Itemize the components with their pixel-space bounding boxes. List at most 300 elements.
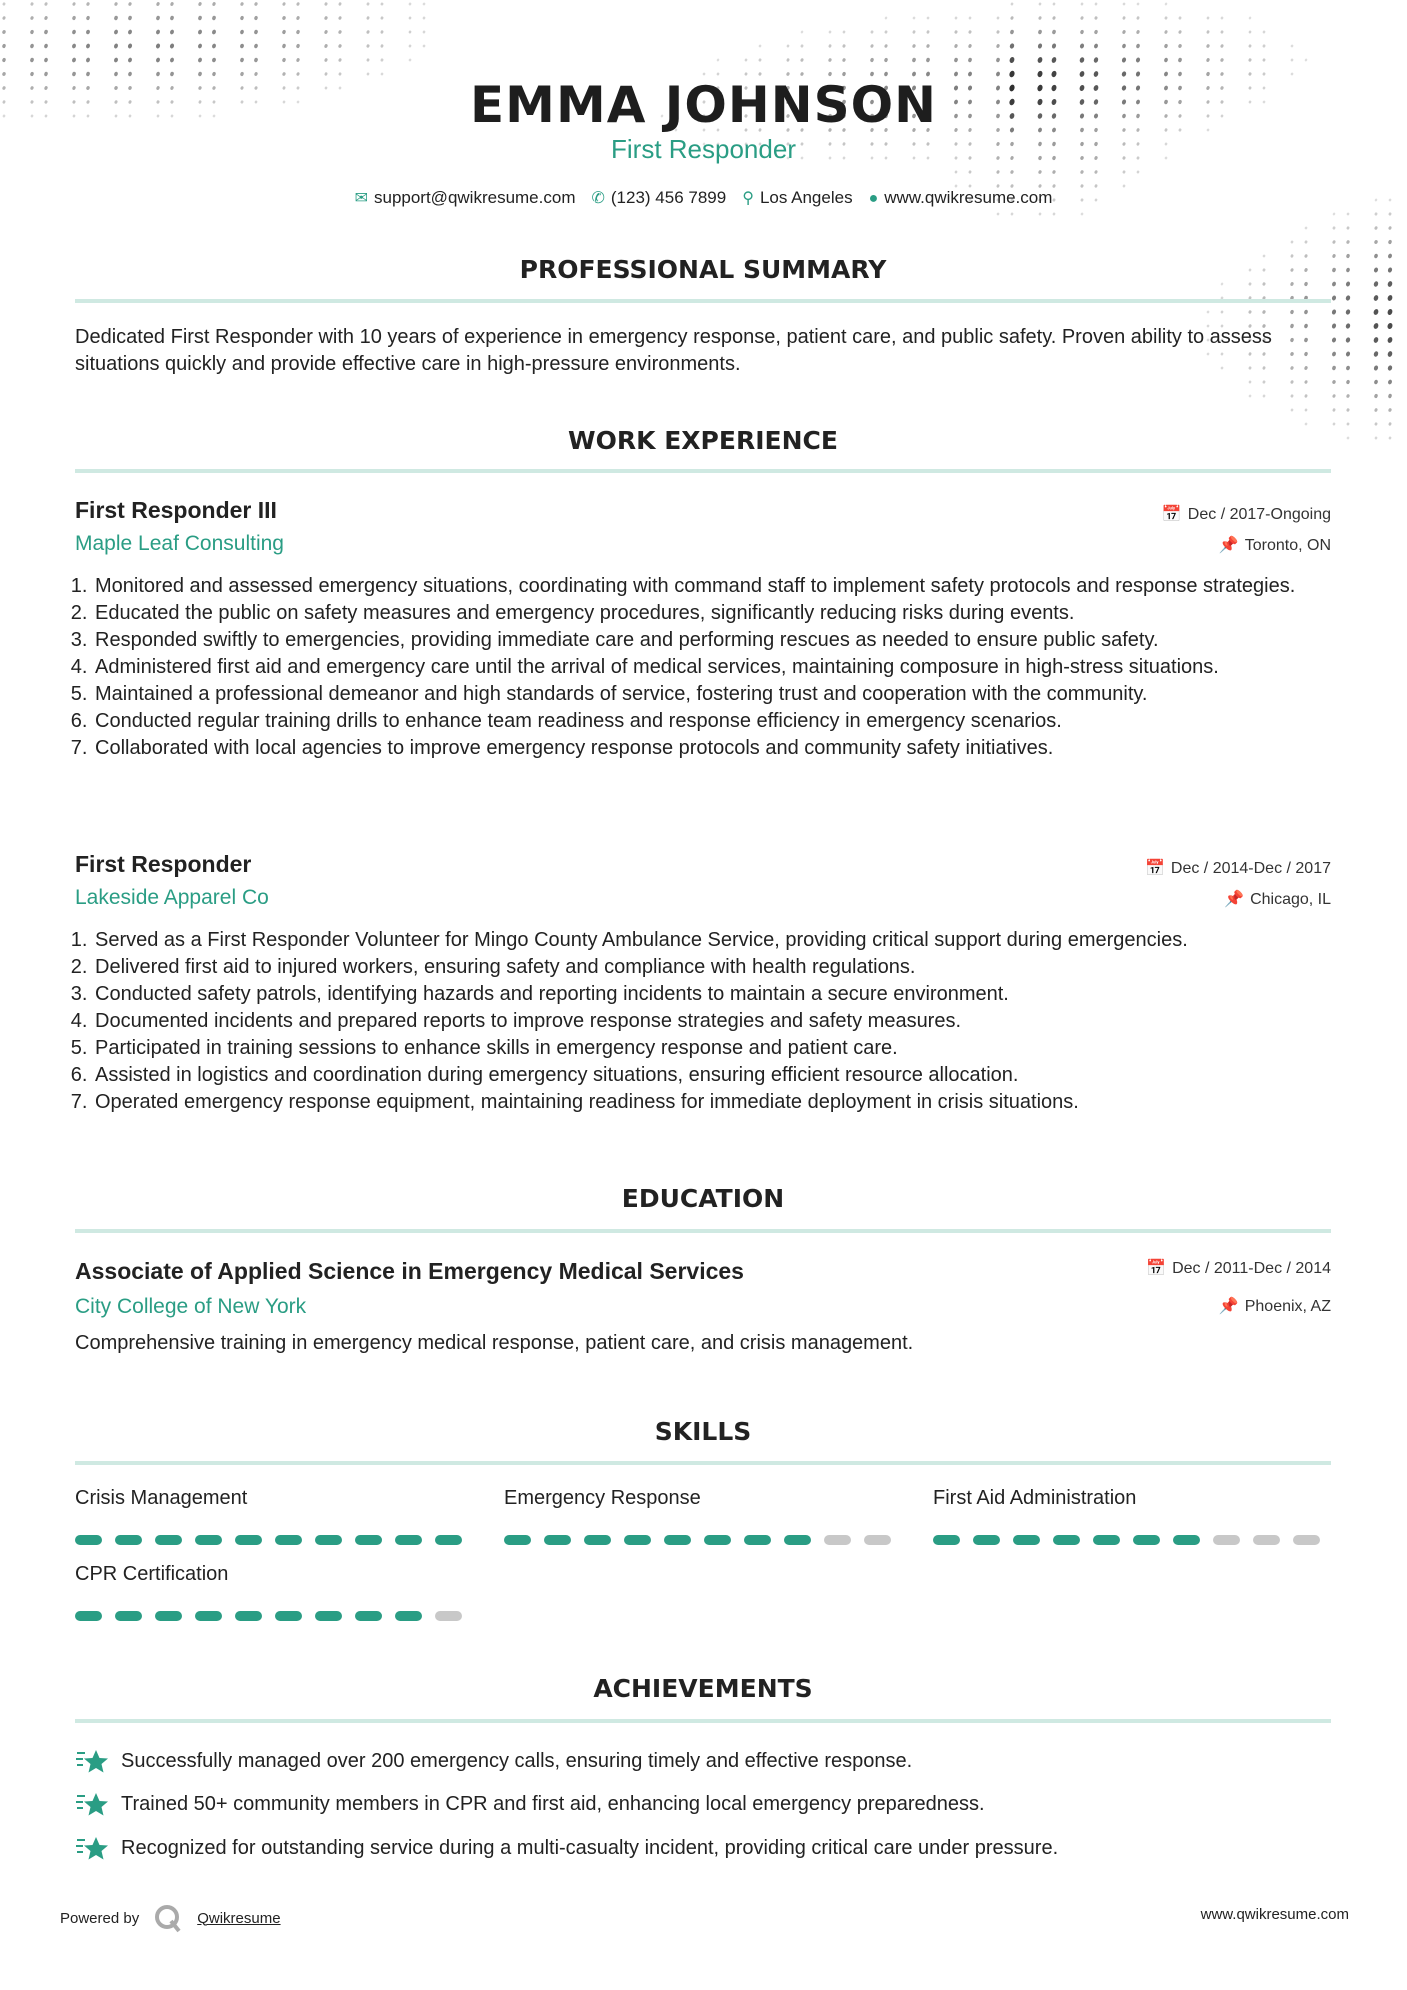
dot bbox=[1122, 43, 1127, 49]
dot bbox=[296, 2, 300, 6]
skill-level-segment bbox=[504, 1535, 531, 1545]
skill-level-bar bbox=[933, 1535, 1320, 1545]
dot bbox=[127, 57, 132, 63]
dot bbox=[996, 212, 999, 216]
dot bbox=[1178, 16, 1182, 20]
dot bbox=[1373, 337, 1379, 344]
dot bbox=[870, 57, 875, 62]
dot bbox=[1010, 170, 1014, 175]
skill-level-segment bbox=[864, 1535, 891, 1545]
dot bbox=[380, 30, 384, 34]
dot bbox=[1010, 16, 1014, 20]
dot bbox=[2, 2, 6, 6]
dot bbox=[1374, 393, 1379, 398]
dot bbox=[1206, 44, 1210, 49]
dot bbox=[1122, 2, 1125, 6]
dot bbox=[1290, 44, 1293, 48]
dot bbox=[72, 29, 77, 35]
dot bbox=[912, 16, 915, 20]
skill-level-segment bbox=[115, 1535, 142, 1545]
dot bbox=[1332, 254, 1336, 259]
dot bbox=[912, 44, 916, 49]
dot bbox=[1373, 308, 1379, 315]
dot bbox=[211, 43, 216, 49]
section-heading-achievements: ACHIEVEMENTS bbox=[593, 1674, 813, 1703]
dot bbox=[716, 58, 719, 61]
dot bbox=[1387, 267, 1393, 273]
skill-name: CPR Certification bbox=[75, 1563, 229, 1585]
skill-level-segment bbox=[235, 1611, 262, 1621]
dot bbox=[926, 57, 931, 62]
degree-title: Associate of Applied Science in Emergency Medical Services bbox=[75, 1258, 744, 1284]
dot bbox=[842, 44, 846, 48]
contact-email[interactable]: ✉ support@qwikresume.com bbox=[354, 188, 576, 207]
skill-name: Emergency Response bbox=[504, 1487, 701, 1509]
dot bbox=[422, 30, 425, 34]
dot bbox=[254, 15, 259, 20]
dot bbox=[1373, 281, 1379, 288]
dot bbox=[1164, 57, 1169, 63]
skill-level-segment bbox=[584, 1535, 611, 1545]
dot bbox=[1220, 30, 1224, 34]
dot bbox=[170, 2, 174, 7]
skill-level-segment bbox=[1213, 1535, 1240, 1545]
dot bbox=[800, 58, 804, 62]
dot bbox=[996, 16, 999, 20]
dot bbox=[113, 43, 118, 49]
map-pin-icon: ⚲ bbox=[742, 190, 754, 207]
contact-location: ⚲ Los Angeles bbox=[742, 188, 853, 207]
achievement-item: Trained 50+ community members in CPR and first aid, enhancing local emergency preparedness. bbox=[75, 1790, 985, 1818]
dot bbox=[1248, 58, 1252, 62]
dot bbox=[1248, 380, 1251, 384]
dot bbox=[1346, 226, 1350, 230]
divider bbox=[75, 1719, 1331, 1723]
star-icon bbox=[75, 1834, 109, 1862]
divider bbox=[75, 299, 1331, 303]
dot bbox=[1345, 309, 1351, 316]
dot bbox=[968, 170, 972, 174]
dot bbox=[1290, 240, 1293, 244]
pushpin-icon: 📌 bbox=[1224, 891, 1245, 908]
dot bbox=[1248, 16, 1251, 19]
calendar-icon: 📅 bbox=[1146, 1260, 1167, 1277]
dot bbox=[296, 29, 301, 34]
dot bbox=[1387, 281, 1393, 288]
dot bbox=[113, 57, 118, 63]
skill-level-segment bbox=[1173, 1535, 1200, 1545]
dot bbox=[1387, 294, 1393, 301]
dot bbox=[1373, 351, 1379, 358]
dot bbox=[1374, 379, 1379, 385]
dot bbox=[324, 16, 328, 21]
dot bbox=[1374, 422, 1378, 426]
dot bbox=[44, 16, 48, 21]
dot bbox=[30, 43, 35, 49]
dot bbox=[30, 2, 34, 6]
bullet-item: 3. Responded swiftly to emergencies, providing immediate care and performing rescues as needed to ensure public safety. bbox=[93, 627, 1335, 654]
skill-level-segment bbox=[355, 1611, 382, 1621]
dot bbox=[1345, 351, 1350, 357]
company-name: Lakeside Apparel Co bbox=[75, 886, 269, 909]
dot bbox=[1080, 29, 1085, 34]
dot bbox=[239, 43, 244, 49]
dot bbox=[128, 15, 133, 20]
dot bbox=[72, 15, 77, 20]
dot bbox=[2, 57, 7, 62]
dot bbox=[1052, 2, 1055, 6]
dot bbox=[954, 170, 957, 174]
bullet-item: 1. Monitored and assessed emergency situations, coordinating with command staff to implement safety protocols and response strategies. bbox=[93, 573, 1335, 600]
dot bbox=[1373, 267, 1378, 273]
dot bbox=[1346, 379, 1351, 384]
dot bbox=[296, 58, 300, 63]
dot bbox=[85, 29, 90, 35]
skill-level-segment bbox=[1093, 1535, 1120, 1545]
education-description: Comprehensive training in emergency medical response, patient care, and crisis management. bbox=[75, 1332, 914, 1354]
phone-icon: ✆ bbox=[591, 190, 605, 207]
skill-level-segment bbox=[315, 1535, 342, 1545]
skill-level-segment bbox=[115, 1611, 142, 1621]
dot bbox=[1136, 170, 1139, 174]
dot bbox=[1052, 16, 1056, 20]
skill-level-segment bbox=[155, 1535, 182, 1545]
dot bbox=[1136, 2, 1139, 6]
dot bbox=[408, 16, 411, 20]
dot bbox=[1248, 30, 1251, 34]
dot bbox=[1080, 170, 1084, 175]
dot bbox=[1136, 30, 1140, 35]
dot bbox=[240, 15, 245, 20]
dot bbox=[1290, 394, 1294, 398]
dot bbox=[1178, 57, 1183, 62]
dot bbox=[1262, 44, 1266, 48]
dot bbox=[128, 2, 132, 7]
dot bbox=[380, 44, 384, 48]
dot bbox=[1304, 394, 1308, 398]
education-dates: 📅 Dec / 2011-Dec / 2014 bbox=[1146, 1260, 1331, 1277]
skill-level-segment bbox=[235, 1535, 262, 1545]
candidate-role: First Responder bbox=[611, 134, 796, 164]
dot bbox=[1178, 30, 1182, 34]
achievement-item: Recognized for outstanding service during a multi-casualty incident, providing critical care under pressure. bbox=[75, 1834, 1058, 1862]
dot bbox=[1373, 365, 1379, 371]
dot bbox=[1052, 29, 1057, 34]
dot bbox=[1304, 309, 1309, 315]
dot bbox=[422, 16, 425, 20]
dot bbox=[2, 16, 6, 20]
dot bbox=[44, 43, 49, 49]
dot bbox=[954, 57, 959, 62]
section-heading-summary: PROFESSIONAL SUMMARY bbox=[519, 255, 887, 284]
dot bbox=[1331, 351, 1336, 357]
dot bbox=[1290, 309, 1295, 314]
dot bbox=[240, 57, 245, 62]
dot bbox=[1332, 365, 1337, 370]
dot bbox=[954, 30, 958, 34]
bullet-item: 7. Operated emergency response equipment, maintaining readiness for immediate deployment in crisis situations. bbox=[93, 1089, 1335, 1116]
dot bbox=[338, 58, 342, 62]
skill-level-segment bbox=[195, 1535, 222, 1545]
dot bbox=[1262, 58, 1266, 62]
dot bbox=[884, 16, 887, 19]
dot bbox=[968, 16, 971, 20]
dot bbox=[1093, 43, 1098, 49]
dot bbox=[1332, 267, 1337, 272]
dot bbox=[1373, 295, 1379, 302]
skill-level-segment bbox=[435, 1535, 462, 1545]
dot bbox=[127, 29, 132, 35]
dot bbox=[240, 2, 244, 7]
dot bbox=[1331, 281, 1336, 287]
dot bbox=[366, 30, 370, 34]
bullet-item: 1. Served as a First Responder Volunteer for Mingo County Ambulance Service, providing critical support during emergencies. bbox=[93, 927, 1335, 954]
bullet-item: 5. Maintained a professional demeanor and high standards of service, fostering trust and cooperation with the community. bbox=[93, 681, 1335, 708]
dot bbox=[1345, 295, 1351, 302]
dot bbox=[1135, 57, 1140, 63]
skill-level-segment bbox=[75, 1611, 102, 1621]
dot bbox=[1346, 212, 1349, 216]
skill-level-segment bbox=[664, 1535, 691, 1545]
star-icon bbox=[75, 1790, 109, 1818]
dot bbox=[30, 29, 35, 34]
dot bbox=[1346, 240, 1350, 245]
dot bbox=[1164, 2, 1167, 5]
dot bbox=[197, 57, 202, 63]
achievement-item: Successfully managed over 200 emergency calls, ensuring timely and effective response. bbox=[75, 1747, 912, 1775]
qwikresume-logo-icon bbox=[153, 1903, 183, 1933]
dot bbox=[1038, 2, 1041, 6]
dot bbox=[212, 15, 217, 20]
dot bbox=[1374, 253, 1379, 259]
dot bbox=[169, 43, 174, 49]
section-heading-education: EDUCATION bbox=[621, 1184, 785, 1213]
dot bbox=[1080, 16, 1084, 20]
dot bbox=[366, 58, 370, 62]
dot bbox=[1079, 43, 1084, 49]
dot bbox=[1009, 43, 1015, 50]
dot bbox=[1094, 170, 1098, 174]
dot bbox=[296, 43, 301, 48]
skill-name: Crisis Management bbox=[75, 1487, 248, 1509]
dot bbox=[197, 29, 202, 35]
dot bbox=[408, 30, 411, 34]
dot bbox=[408, 58, 411, 62]
dot bbox=[1331, 323, 1337, 329]
dot bbox=[1052, 212, 1055, 216]
dot bbox=[1332, 408, 1336, 412]
dot bbox=[1122, 30, 1126, 35]
dot bbox=[1387, 253, 1392, 259]
job-location: 📌 Chicago, IL bbox=[1224, 891, 1331, 908]
dot bbox=[1332, 226, 1336, 230]
dot bbox=[1387, 308, 1393, 315]
dot bbox=[197, 43, 202, 49]
dot bbox=[114, 15, 119, 20]
dot bbox=[1262, 380, 1266, 384]
dot bbox=[1010, 29, 1015, 34]
dot bbox=[2, 30, 7, 35]
skill-level-segment bbox=[75, 1535, 102, 1545]
star-icon bbox=[75, 1747, 109, 1775]
dot bbox=[282, 57, 287, 62]
bullet-item: 3. Conducted safety patrols, identifying hazards and reporting incidents to maintain a secure environment. bbox=[93, 981, 1335, 1008]
dot bbox=[211, 57, 216, 63]
bullet-item: 7. Collaborated with local agencies to improve emergency response protocols and community safety initiatives. bbox=[93, 735, 1335, 762]
dot-pattern-background bbox=[0, 0, 1407, 460]
dot bbox=[1093, 57, 1099, 64]
dot bbox=[1346, 422, 1350, 426]
dot bbox=[282, 2, 286, 6]
dot bbox=[1332, 240, 1336, 244]
dot bbox=[1374, 436, 1377, 440]
dot bbox=[1304, 226, 1307, 230]
dot bbox=[1331, 295, 1336, 301]
bullet-item: 4. Documented incidents and prepared reports to improve response strategies and safety measures. bbox=[93, 1008, 1335, 1035]
dot bbox=[996, 44, 1000, 49]
dot bbox=[996, 30, 1000, 34]
dot bbox=[828, 44, 832, 48]
dot bbox=[366, 2, 370, 6]
bullet-item: 5. Participated in training sessions to enhance skills in emergency response and patient care. bbox=[93, 1035, 1335, 1062]
dot bbox=[1388, 408, 1392, 413]
dot bbox=[296, 16, 300, 21]
dot bbox=[380, 58, 384, 62]
dot bbox=[744, 58, 747, 62]
dot bbox=[1038, 212, 1041, 216]
dot bbox=[1290, 58, 1293, 62]
education-location: 📌 Phoenix, AZ bbox=[1218, 1298, 1331, 1315]
dot bbox=[1262, 394, 1265, 398]
dot bbox=[1262, 30, 1265, 34]
bullet-item: 2. Delivered first aid to injured workers, ensuring safety and compliance with health regulations. bbox=[93, 954, 1335, 981]
dot bbox=[1388, 239, 1393, 244]
dot bbox=[366, 16, 370, 20]
dot bbox=[1122, 170, 1126, 174]
dot bbox=[1010, 2, 1013, 6]
divider bbox=[75, 1461, 1331, 1465]
dot bbox=[1164, 30, 1168, 35]
dot bbox=[156, 15, 161, 20]
dot bbox=[44, 57, 49, 63]
dot bbox=[1136, 16, 1140, 20]
dot bbox=[926, 16, 929, 20]
dot bbox=[408, 44, 411, 48]
dot bbox=[884, 57, 889, 62]
skill-level-segment bbox=[1293, 1535, 1320, 1545]
dot bbox=[1178, 44, 1183, 49]
dot bbox=[1304, 380, 1308, 384]
dot bbox=[86, 15, 91, 20]
dot bbox=[422, 44, 425, 48]
dot bbox=[380, 2, 384, 6]
dot bbox=[422, 2, 425, 6]
skill-level-segment bbox=[1133, 1535, 1160, 1545]
skill-level-segment bbox=[1013, 1535, 1040, 1545]
dot bbox=[1388, 226, 1392, 230]
dot bbox=[1346, 436, 1349, 440]
dot bbox=[155, 29, 160, 35]
dot bbox=[842, 58, 846, 63]
dot bbox=[1290, 408, 1293, 412]
dot bbox=[198, 2, 202, 7]
dot bbox=[1080, 2, 1083, 6]
dot bbox=[338, 44, 342, 49]
contact-phone[interactable]: ✆ (123) 456 7899 bbox=[591, 188, 727, 207]
dot bbox=[30, 57, 35, 62]
dot bbox=[127, 43, 132, 49]
job-dates: 📅 Dec / 2014-Dec / 2017 bbox=[1144, 860, 1331, 877]
dot bbox=[1122, 16, 1126, 20]
dot bbox=[1373, 322, 1379, 329]
skill-level-segment bbox=[275, 1611, 302, 1621]
dot bbox=[1248, 44, 1252, 48]
dot bbox=[338, 30, 342, 35]
dot bbox=[2, 43, 7, 48]
dot bbox=[1332, 212, 1335, 215]
dot bbox=[1346, 253, 1351, 258]
dot bbox=[282, 16, 287, 21]
dot bbox=[254, 43, 259, 49]
dot bbox=[86, 2, 90, 7]
summary-text: Dedicated First Responder with 10 years of experience in emergency response, patient care, and public safety. Proven ability to assess situations quickly and provide effective care in high-pressure environments. bbox=[75, 326, 1272, 375]
bullet-item: 6. Assisted in logistics and coordination during emergency situations, ensuring efficient resource allocation. bbox=[93, 1062, 1335, 1089]
skill-level-segment bbox=[395, 1535, 422, 1545]
skill-level-segment bbox=[1253, 1535, 1280, 1545]
skill-level-segment bbox=[933, 1535, 960, 1545]
dot bbox=[1387, 322, 1394, 329]
dot bbox=[1206, 58, 1210, 63]
dot bbox=[800, 44, 804, 48]
dot bbox=[1262, 310, 1266, 315]
skill-level-segment bbox=[1053, 1535, 1080, 1545]
section-heading-skills: SKILLS bbox=[654, 1417, 752, 1446]
dot bbox=[113, 29, 118, 35]
dot bbox=[1374, 240, 1379, 245]
dot bbox=[85, 43, 90, 49]
footer-website[interactable]: www.qwikresume.com bbox=[1200, 1906, 1349, 1923]
dot bbox=[156, 2, 160, 7]
dot bbox=[324, 30, 328, 35]
skill-level-segment bbox=[435, 1611, 462, 1621]
dot bbox=[71, 57, 76, 63]
skill-level-segment bbox=[395, 1611, 422, 1621]
dot bbox=[1220, 16, 1223, 20]
dot bbox=[1121, 57, 1127, 63]
dot bbox=[870, 30, 874, 34]
dot bbox=[170, 15, 175, 20]
dot bbox=[1206, 310, 1209, 314]
dot bbox=[1388, 393, 1393, 398]
pushpin-icon: 📌 bbox=[1218, 537, 1239, 554]
dot bbox=[72, 2, 76, 6]
dot bbox=[1345, 323, 1351, 330]
skill-level-segment bbox=[824, 1535, 851, 1545]
dot bbox=[842, 30, 845, 34]
dot bbox=[30, 16, 34, 21]
dot bbox=[828, 58, 832, 63]
job-bullets bbox=[75, 927, 1335, 1116]
bullet-item: 6. Conducted regular training drills to enhance team readiness and response efficiency in emergency scenarios. bbox=[93, 708, 1335, 735]
qwikresume-link[interactable]: Qwikresume bbox=[197, 1909, 281, 1927]
dot bbox=[1010, 212, 1013, 216]
dot bbox=[1387, 379, 1392, 385]
contact-website[interactable]: ● www.qwikresume.com bbox=[868, 188, 1053, 207]
bullet-item: 4. Administered first aid and emergency care until the arrival of medical services, maintaining composure in high-stress situations. bbox=[93, 654, 1335, 681]
dot bbox=[954, 16, 957, 20]
dot bbox=[338, 16, 342, 20]
section-heading-experience: WORK EXPERIENCE bbox=[568, 426, 838, 455]
